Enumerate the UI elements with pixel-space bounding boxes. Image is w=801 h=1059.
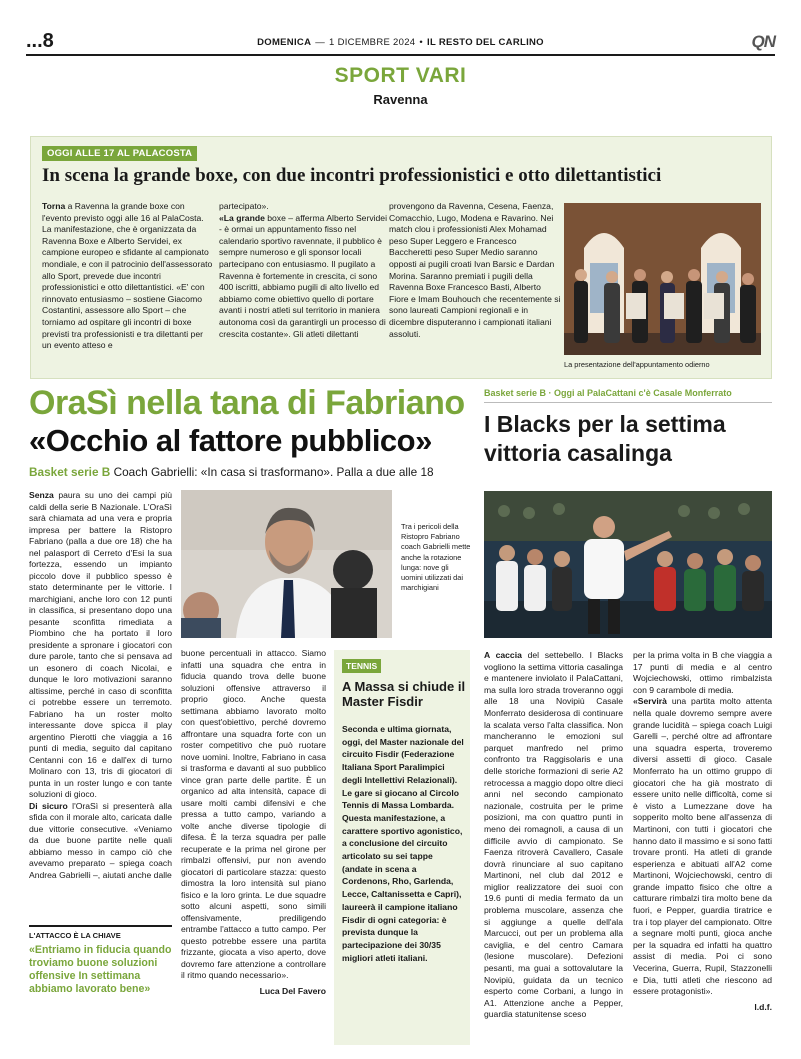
left-sub-kicker: Basket serie B — [29, 465, 111, 479]
left-headline-1: OraSì nella tana di Fabriano — [29, 384, 465, 422]
boxe-lead: Torna — [42, 201, 66, 211]
tennis-text: e ultima giornata, oggi, del Master nazionale del circuito Fisdir (Federazione Italiana Sport Paralimpici degli Intellettivi Relazionali). Le gare si giocano al Circolo Tennis di Massa Lombarda. Questa manifestazione, a carattere sportivo agonistico, a conclusione del circuito articolato su sei tappe (andate in scena a Cordenons, Rho, Garlenda, Lecce, Caltanissetta e Capri), laureerà il campione italiano Fisdir di ogni categoria: è prevista dunque la partecipazione dei 30/35 migliori atleti italiani. — [342, 724, 464, 963]
tennis-tag: TENNIS — [342, 659, 381, 673]
tennis-body — [342, 723, 464, 964]
boxe-text-1: a Ravenna la grande boxe con l'evento previsto oggi alle 16 al PalaCosta. La manifestazione, che è organizzata da Ravenna Boxe e Alberto Servidei, ex campione europeo e sfidante al campionato mondiale, e con il patrocinio dell'assessorato allo Sport, prevede due incontri professionistici e otto dilettantistici. «E' con rinnovato entusiasmo – sostiene Giacomo Costantini, assessore allo Sport – che torniamo ad ospitare gli incontri di boxe previsti tra professionisti e tra dilettanti per un evento atteso e — [42, 201, 213, 351]
basketball-game-photo — [484, 491, 772, 638]
callout-label: L'ATTACCO È LA CHIAVE — [29, 931, 121, 940]
dateline: DOMENICA — 1 DICEMBRE 2024 • IL RESTO DEL CARLINO — [257, 37, 544, 48]
left-subheadline — [29, 465, 434, 479]
quote-callout — [29, 925, 172, 996]
boxe-column-1 — [42, 201, 214, 352]
right-lead-2: «Servirà — [633, 696, 667, 707]
section-title: SPORT VARI — [334, 64, 467, 87]
left-sub-text: Coach Gabrielli: «In casa si trasformano». Palla a due alle 18 — [110, 465, 434, 479]
left-text-2: l'OraSì si presenterà alla sfida con il morale alto, caricata dalle due vittorie consecutive. «Veniamo da due buone partite nelle quali abbiamo messo in campo ciò che avevamo preparato – spiega coach Andrea Gabrielli –, aiutati anche dalle — [29, 800, 172, 880]
page-header — [26, 28, 775, 56]
date: 1 DICEMBRE 2024 — [329, 37, 416, 48]
coach-gabrielli-photo — [181, 490, 392, 638]
left-headline-2: «Occhio al fattore pubblico» — [29, 423, 432, 458]
callout-quote: «Entriamo in fiducia quando troviamo buone soluzioni offensive In settimana abbiamo lavorato bene» — [29, 944, 172, 995]
right-text-2a: per la prima volta in B che viaggia a 17 punti di media e al centro Wojciechowski, ottimo rimbalzista con 9 carambole di media. — [633, 650, 772, 695]
section-city: Ravenna — [373, 92, 428, 107]
day: DOMENICA — [257, 37, 312, 48]
left-column-1 — [29, 490, 172, 881]
tennis-lead: Seconda — [342, 724, 378, 734]
left-lead-1: Senza — [29, 490, 54, 500]
right-column-2 — [633, 650, 772, 1013]
tennis-headline: A Massa si chiude il Master Fisdir — [342, 679, 466, 709]
left-lead-2: Di sicuro — [29, 800, 68, 811]
coach-photo-caption: Tra i pericoli della Ristopro Fabriano coach Gabrielli mette anche la rotazione lunga: nove gli uomini utilizzati dai marchigiani — [401, 522, 471, 593]
page-number: ...8 — [26, 30, 54, 52]
boxe-lead-2: «La grande — [219, 212, 265, 223]
right-divider — [484, 402, 772, 403]
boxe-text-3: provengono da Ravenna, Cesena, Faenza, Comacchio, Lugo, Modena e Ravarino. Nei match clou i professionisti Alex Mohamad peso Super Leggero e Francesco Baccheretti peso Super Medio saranno opposti ai pugili croati Ivan Barsic e Dardan Morina. Saranno premiati i pugili della Ravenna Boxe Francesco Basti, Alberto Fiore e Imam Bouhouch che recentemente si sono laureati Campioni regionali e in dicembre disputeranno i campionati italiani assoluti. — [389, 201, 561, 339]
right-lead-1: A caccia — [484, 650, 522, 660]
boxe-headline: In scena la grande boxe, con due incontri professionistici e otto dilettantistici — [42, 165, 662, 186]
right-text-1: del settebello. I Blacks vogliono la settima vittoria casalinga e mantenere inviolato il PalaCattani, ma sulla loro strada troveranno oggi alle 18 una Novipiù Casale Monferrato desiderosa di continuare la scalata verso l'alta classifica. Non mancheranno le emozioni sul parquet manfredo nel primo confronto tra Raggisolaris e una delle storiche formazioni di serie A2 retrocessa a maggio dopo oltre dieci anni nel secondo campionato nazionale, costruita per le prime posizioni, ma con quattro punti in meno dei romagnoli, a causa di un difficile avvio di campionato. Se Faenza ritroverà Cavallero, Casale dovrà rinunciare al suo capitano Martinoni, nel club dal 2012 e miglior realizzatore dei suoi con 19.6 punti di media fermato da un problema muscolare, assenza che si aggiunge a quelle dell'ala Marcucci, out per un problema alla caviglia, e del centro Camara (lesione muscolare). Defezioni pesanti, ma guai a sottovalutare la Novipiù, guidata da un tecnico esperto come Corbani, a lungo in A1. Attenzione anche a Pepper, guardia statunitense sceso — [484, 650, 623, 1020]
boxe-column-3 — [389, 201, 561, 340]
right-kicker: Basket serie B · Oggi al PalaCattani c'è Casale Monferrato — [484, 388, 732, 398]
right-column-1 — [484, 650, 623, 1021]
left-column-2 — [181, 648, 326, 997]
right-text-2: una partita molto attenta nella quale dovremo sempre avere grande lucidità – spiega coach Luigi Garelli –, perché oltre ad affrontare una squadra esperta, troveremo diversi assetti di gioco. Casale Monferrato ha un ottimo gruppo di giocatori che ha già mostrato di essere unito nelle difficoltà, come si è visto a Lumezzane dove ha sopperito molto bene all'assenza di Martinoni, con tutti i giocatori che hanno dato il massimo e si sono fatti trovare pronti. Ha atleti di grande esperienza e abituati all'A2 come Martinoni, Wojciechowski, centro di grande impatto fisico che oltre a catturare rimbalzi tira molto bene da fuori, e Pepper, guardia tiratrice e tra i top player del campionato. Oltre a segnare molti punti, gioca anche per la squadra ed infatti ha quattro assist di media. Poi ci sono Vecerina, Guerra, Rupil, Stazzonelli e Dia, tutti atleti che riescono ad essere protagonisti». — [633, 696, 773, 997]
tennis-box — [334, 650, 470, 1045]
qn-logo: QN — [751, 32, 775, 51]
newspaper-name: IL RESTO DEL CARLINO — [427, 37, 544, 48]
boxe-text-2a: partecipato». — [219, 201, 269, 211]
boxe-photo-caption: La presentazione dell'appuntamento odierno — [564, 360, 710, 369]
left-signature: Luca Del Favero — [259, 985, 326, 996]
left-text-3: buone percentuali in attacco. Siamo infatti una squadra che entra in fiducia quando trova delle buone soluzioni offensive attraverso il proprio gioco. Anche questa settimana abbiamo lavorato molto con quest'obiettivo, perché dovremo affrontare una squadra forte con un roster competitivo che può ruotare nove uomini. Inoltre, Fabriano in casa si trasforma e davanti al suo pubblico vince gran parte delle partite. È un organico ad alta intensità, capace di usare molti cambi difensivi e che pressa a tutto campo, variando a volte anche diverse tipologie di difesa. È la terza squadra per palle recuperate e la prima nel girone per rimbalzi offensivi, pur non avendo giocatori di particolare stazza: questo dimostra la loro intensità sul piano fisico e la loro grinta. Le due squadre sotto alcuni aspetti, sono simili offensivamente, prediligendo entrambe l'attacco a tutto campo. Per questo potrebbe essere una partita frizzante, giocata a viso aperto, dove dovremo fare attenzione a controllare il ritmo quando necessario». — [181, 648, 326, 980]
right-signature: l.d.f. — [754, 1001, 772, 1012]
left-text-1: paura su uno dei campi più caldi della serie B Nazionale. L'OraSì sarà chiamata ad una vera e propria impresa per battere la Ristopro Fabriano (palla a due ore 18) che ha nel palasport di Cerreto d'Esi la sua fortezza, essendo un impianto piccolo dove il pubblico spesso è stato determinante per le vittorie. I marchigiani, anche loro con 12 punti in classifica, si presentano dopo una pesante sconfitta rimediata a Piombino che ha portato il loro presidente a spronare i giocatori con dure parole, tanto che si pensava ad un esonero di coach Nicolai, e dunque le loro motivazioni saranno altissime, perché in caso di sconfitta ci potrebbe essere un terremoto. Fabriano ha un roster molto interessante dove spicca il play argentino Pierotti che viaggia a 16 punti di media, seguito dal capitano Centanni con 16 e dall'ex di turno Molinaro con 13, tris di giocatori di punta in un roster lungo e con tante soluzioni di gioco. — [29, 490, 172, 799]
boxe-tag: OGGI ALLE 17 AL PALACOSTA — [42, 146, 197, 161]
right-headline: I Blacks per la settima vittoria casalinga — [484, 411, 726, 466]
boxe-article — [30, 136, 772, 379]
boxe-presentation-photo — [564, 203, 761, 355]
boxe-column-2 — [219, 201, 391, 340]
boxe-text-2: boxe – afferma Alberto Servidei - è ormai un appuntamento fisso nel calendario sportivo ravennate, il pubblico è sempre numeroso e gli sponsor locali partecipano con entusiasmo. Il pugilato a Ravenna è fortemente in crescita, ci sono 400 iscritti, abbiamo pugili di alto livello ed abbiamo come obiettivo quello di portare avanti i nostri atleti sul territorio in maniera autonoma così da garantirgli un processo di crescita costante». Gli atleti dilettanti — [219, 212, 387, 339]
